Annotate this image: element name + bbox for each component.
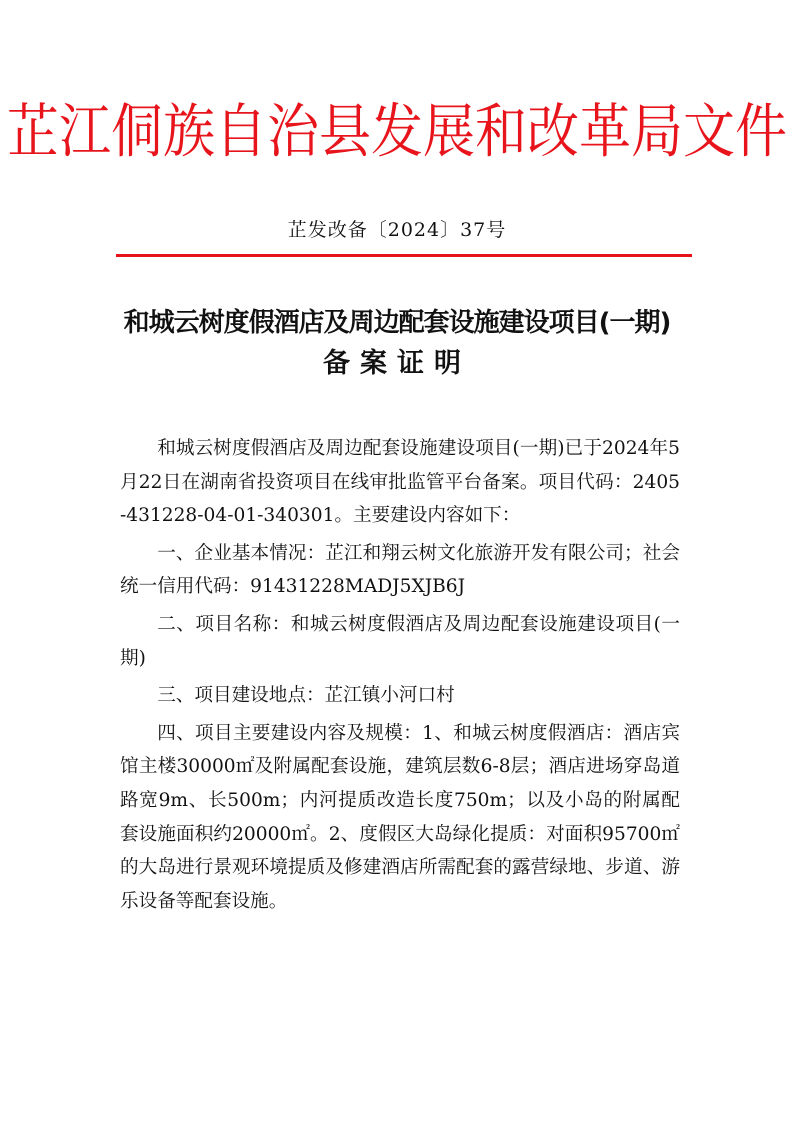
document-title-line-1: 和城云树度假酒店及周边配套设施建设项目(一期) — [123, 308, 671, 338]
document-body — [120, 432, 680, 918]
document-masthead: 芷江侗族自治县发展和改革局文件 — [6, 98, 787, 166]
document-number: 芷发改备〔2024〕37号 — [287, 219, 507, 241]
body-paragraph-location: 三、项目建设地点：芷江镇小河口村 — [157, 685, 455, 707]
document-title-line-2: 备案证明 — [323, 348, 471, 379]
red-divider-line — [116, 254, 692, 257]
body-paragraph-scope: 四、项目主要建设内容及规模：1、和城云树度假酒店：酒店宾馆主楼30000㎡及附属配套设施，建筑层数6-8层；酒店进场穿岛道路宽9m、长500m；内河提质改造长度750m；以及小岛的附属配套设施面积约20000㎡。2、度假区大岛绿化提质：对面积95700㎡的大岛进行景观环境提质及修建酒店所需配套的露营绿地、步道、游乐设备等配套设施。 — [120, 722, 680, 912]
body-paragraph-intro: 和城云树度假酒店及周边配套设施建设项目(一期)已于2024年5月22日在湖南省投资项目在线审批监管平台备案。项目代码：2405-431228-04-01-340301。主要建设内容如下： — [120, 438, 680, 527]
body-paragraph-enterprise: 一、企业基本情况：芷江和翔云树文化旅游开发有限公司；社会统一信用代码：91431228MADJ5XJB6J — [120, 542, 680, 598]
body-paragraph-project-name: 二、项目名称：和城云树度假酒店及周边配套设施建设项目(一期) — [120, 613, 680, 669]
